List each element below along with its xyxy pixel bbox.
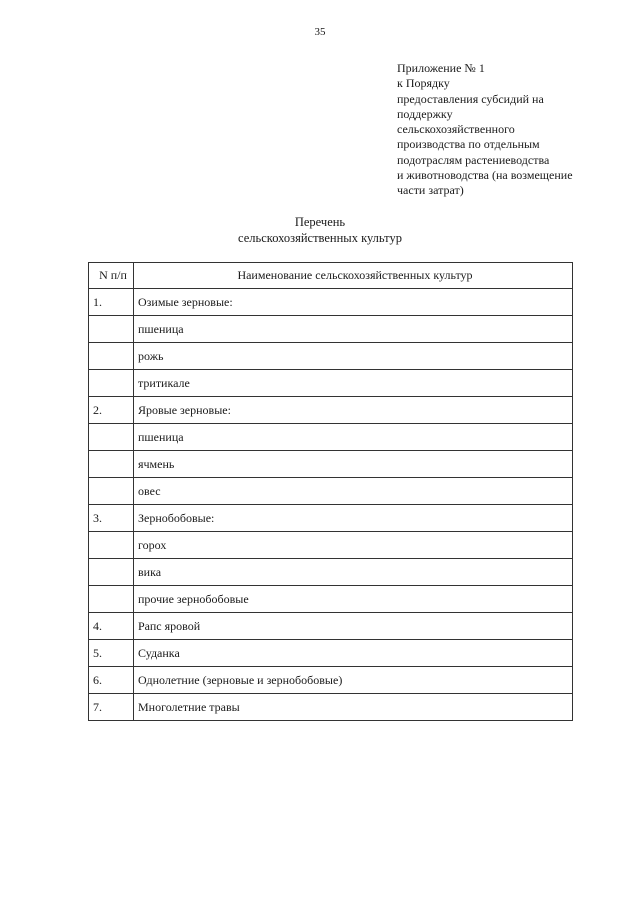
row-name: горох [134, 532, 573, 559]
appendix-line: производства по отдельным [397, 137, 540, 152]
table-row [89, 640, 573, 667]
title-line: сельскохозяйственных культур [238, 231, 402, 245]
row-name: рожь [134, 343, 573, 370]
table-row [89, 397, 573, 424]
header-name: Наименование сельскохозяйственных культур [134, 263, 573, 289]
appendix-line: Приложение № 1 [397, 61, 485, 75]
appendix-reference [397, 61, 632, 199]
document-title [0, 214, 640, 246]
table-row [89, 424, 573, 451]
row-number [89, 451, 134, 478]
appendix-line: части затрат) [397, 183, 464, 198]
row-number: 4. [89, 613, 134, 640]
table-row [89, 586, 573, 613]
appendix-line: к Порядку [397, 76, 450, 91]
row-number [89, 424, 134, 451]
row-name: ячмень [134, 451, 573, 478]
row-number [89, 343, 134, 370]
row-name: вика [134, 559, 573, 586]
row-number: 3. [89, 505, 134, 532]
row-name: прочие зернобобовые [134, 586, 573, 613]
appendix-line: подотраслям растениеводства [397, 152, 550, 167]
row-number [89, 559, 134, 586]
row-name: Однолетние (зерновые и зернобобовые) [134, 667, 573, 694]
row-name: Озимые зерновые: [134, 289, 573, 316]
row-name: Суданка [134, 640, 573, 667]
table-row [89, 667, 573, 694]
row-name: Многолетние травы [134, 694, 573, 721]
row-name: овес [134, 478, 573, 505]
table-row [89, 613, 573, 640]
appendix-line: поддержку [397, 106, 453, 121]
row-number: 7. [89, 694, 134, 721]
table-row [89, 289, 573, 316]
header-number: N п/п [89, 263, 134, 289]
table-row [89, 478, 573, 505]
row-name: пшеница [134, 424, 573, 451]
page-number: 35 [314, 26, 326, 38]
row-number: 2. [89, 397, 134, 424]
row-number [89, 370, 134, 397]
row-number: 1. [89, 289, 134, 316]
row-number: 5. [89, 640, 134, 667]
table-row [89, 694, 573, 721]
table-row [89, 505, 573, 532]
table-row [89, 532, 573, 559]
table-row [89, 343, 573, 370]
table-header-row [89, 263, 573, 289]
appendix-line: предоставления субсидий на [397, 91, 544, 106]
row-name: пшеница [134, 316, 573, 343]
row-number [89, 478, 134, 505]
table-row [89, 451, 573, 478]
row-name: тритикале [134, 370, 573, 397]
row-number [89, 532, 134, 559]
table-row [89, 370, 573, 397]
title-line: Перечень [294, 215, 346, 229]
row-name: Зернобобовые: [134, 505, 573, 532]
table-row [89, 316, 573, 343]
row-name: Рапс яровой [134, 613, 573, 640]
row-number [89, 586, 134, 613]
row-name: Яровые зерновые: [134, 397, 573, 424]
table-row [89, 559, 573, 586]
appendix-line: и животноводства (на возмещение [397, 168, 573, 183]
appendix-line: сельскохозяйственного [397, 122, 515, 137]
row-number: 6. [89, 667, 134, 694]
crops-table [88, 262, 573, 721]
row-number [89, 316, 134, 343]
